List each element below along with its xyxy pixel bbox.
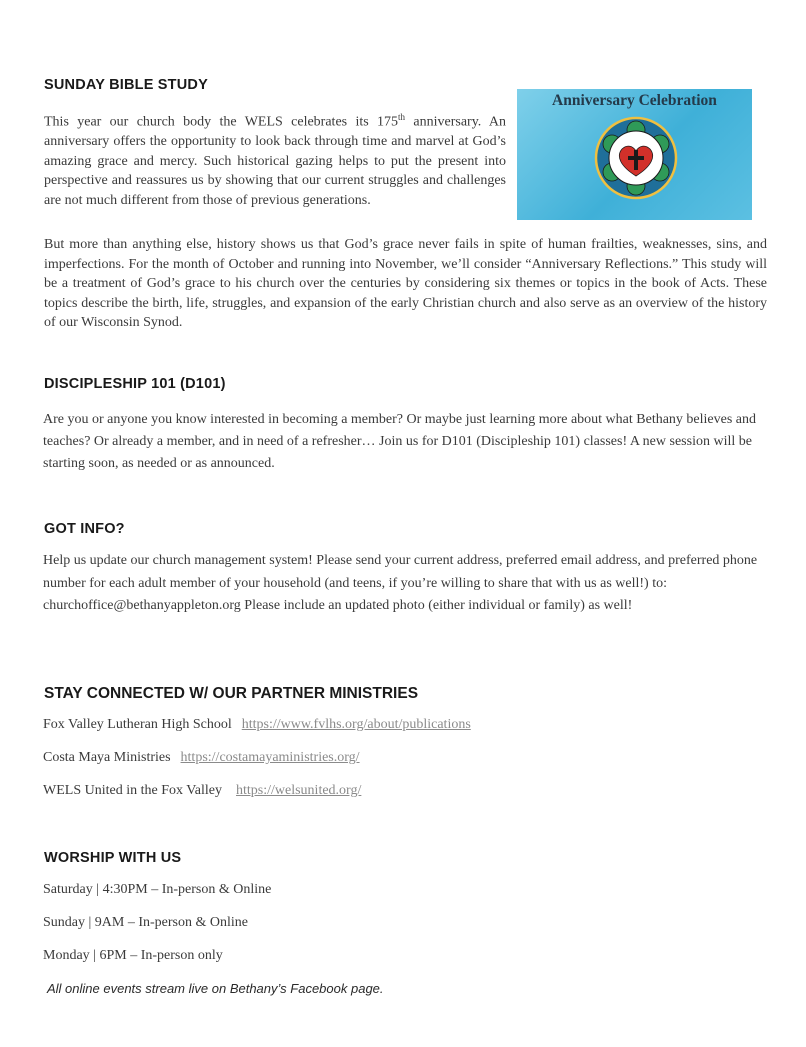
anniversary-celebration-banner (517, 89, 752, 220)
discipleship-text: Are you or anyone you know interested in becoming a member? Or maybe just learning more about what Bethany believes and teaches? Or already a member, and in need of a refresher… Join us for D101 (Discipleship 101) classes! A new session will be starting soon, as needed or as announced. (43, 412, 757, 471)
ministry-row (43, 716, 471, 734)
got-info-text: Help us update our church management system! Please send your current address, preferred email address, and preferred phone number for each adult member of your household (and teens, if you’re willing to share that with us as well!) to: churchoffice@bethanyappleton.org Please include an updated photo (either individual or family) as well! (43, 553, 758, 613)
sunday-bible-study-body: But more than anything else, history shows us that God’s grace never fails in spite of human frailties, weaknesses, sins, and imperfections. For the month of October and running into November, we’ll consider “Anniversary Reflections.” This study will be a treatment of God’s grace to his church over the centuries by considering six themes or topics in the book of Acts. These topics describe the birth, life, struggles, and expansion of the early Christian church and also serve as an overview of the history of our Wisconsin Synod. (44, 237, 767, 331)
online-stream-note: All online events stream live on Bethany’s Facebook page. (47, 981, 384, 996)
ministry-link[interactable]: https://costamayaministries.org/ (180, 750, 360, 765)
ministry-name: WELS United in the Fox Valley (43, 783, 222, 798)
sunday-bible-study-intro: This year our church body the WELS celebrates its 175th anniversary. An anniversary offers the opportunity to look back through time and marvel at God’s amazing grace and mercy. Such historical gazing helps to put the present into perspective and reassures us by showing that our current struggles and challenges are not much different from those of previous generations. (44, 112, 506, 209)
luther-rose-seal-icon (594, 116, 678, 200)
worship-time: Saturday | 4:30PM – In-person & Online (43, 882, 272, 897)
ministry-link[interactable]: https://www.fvlhs.org/about/publications (241, 717, 471, 732)
partner-ministries-heading: STAY CONNECTED W/ OUR PARTNER MINISTRIES (44, 685, 419, 702)
discipleship-heading: DISCIPLESHIP 101 (D101) (44, 376, 226, 392)
worship-time: Sunday | 9AM – In-person & Online (43, 915, 249, 930)
worship-heading: WORSHIP WITH US (44, 850, 182, 866)
ministry-row (43, 749, 360, 767)
ministry-row (43, 782, 361, 800)
ministry-link[interactable]: https://welsunited.org/ (236, 783, 362, 798)
sunday-bible-study-heading: SUNDAY BIBLE STUDY (44, 77, 208, 93)
banner-title: Anniversary Celebration (552, 92, 717, 109)
ministry-name: Fox Valley Lutheran High School (43, 717, 232, 732)
ministry-name: Costa Maya Ministries (43, 750, 171, 765)
worship-time: Monday | 6PM – In-person only (43, 948, 223, 963)
got-info-heading: GOT INFO? (44, 521, 125, 537)
